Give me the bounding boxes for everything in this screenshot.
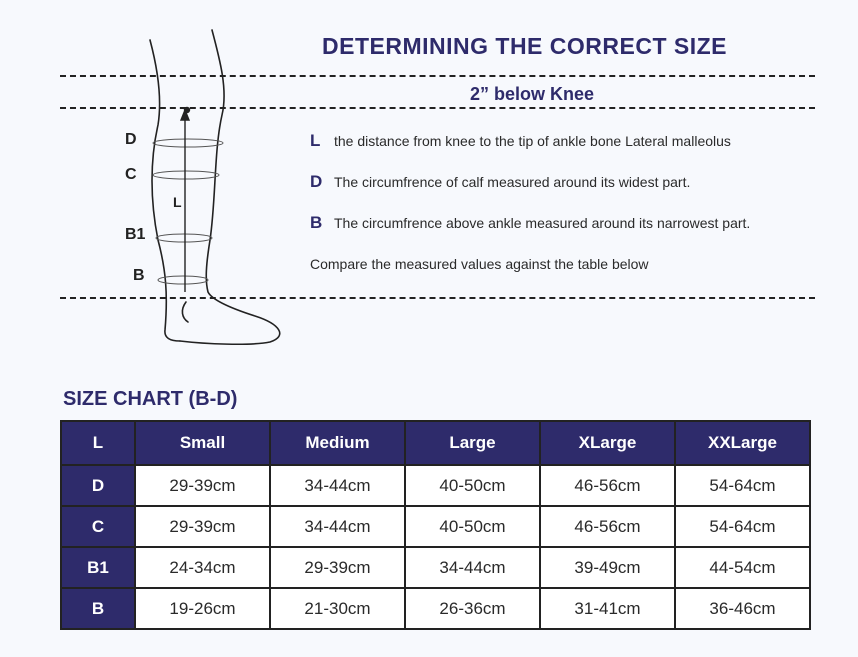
- table-cell: 40-50cm: [405, 506, 540, 547]
- column-header-small: Small: [135, 421, 270, 465]
- table-row: [61, 588, 810, 629]
- table-corner-cell: L: [61, 421, 135, 465]
- definition-key: L: [310, 131, 321, 150]
- row-header-B: B: [61, 588, 135, 629]
- measure-ring-C: [153, 171, 219, 179]
- knee-point: [185, 108, 190, 113]
- column-header-xxlarge: XXLarge: [675, 421, 810, 465]
- leg-letter-L: L: [173, 194, 182, 210]
- column-header-medium: Medium: [270, 421, 405, 465]
- leg-letter-B1: B1: [125, 226, 146, 243]
- heel-curve: [182, 302, 188, 322]
- definition-L: [310, 131, 731, 151]
- table-cell: 36-46cm: [675, 588, 810, 629]
- measure-ring-D: [153, 139, 223, 147]
- table-cell: 29-39cm: [135, 465, 270, 506]
- knee-label: 2” below Knee: [466, 84, 598, 105]
- table-row: [61, 506, 810, 547]
- definition-text: The circumfrence above ankle measured around its narrowest part.: [334, 215, 751, 231]
- definition-text: the distance from knee to the tip of ankle bone Lateral malleolus: [334, 133, 731, 149]
- size-chart-title: SIZE CHART (B-D): [63, 388, 238, 410]
- table-cell: 34-44cm: [270, 465, 405, 506]
- table-cell: 46-56cm: [540, 465, 675, 506]
- column-header-large: Large: [405, 421, 540, 465]
- page-title: DETERMINING THE CORRECT SIZE: [322, 33, 728, 59]
- table-cell: 21-30cm: [270, 588, 405, 629]
- table-row: [61, 547, 810, 588]
- row-header-D: D: [61, 465, 135, 506]
- table-cell: 26-36cm: [405, 588, 540, 629]
- row-header-B1: B1: [61, 547, 135, 588]
- table-cell: 40-50cm: [405, 465, 540, 506]
- row-header-C: C: [61, 506, 135, 547]
- table-cell: 31-41cm: [540, 588, 675, 629]
- table-header-row: [61, 421, 810, 465]
- table-cell: 34-44cm: [270, 506, 405, 547]
- leg-letter-B: B: [133, 267, 145, 284]
- size-chart-table: [60, 420, 811, 630]
- leg-front-outline: [180, 30, 280, 344]
- column-header-xlarge: XLarge: [540, 421, 675, 465]
- definition-D: [310, 172, 690, 192]
- table-cell: 44-54cm: [675, 547, 810, 588]
- table-cell: 29-39cm: [135, 506, 270, 547]
- table-cell: 19-26cm: [135, 588, 270, 629]
- table-cell: 54-64cm: [675, 465, 810, 506]
- table-cell: 46-56cm: [540, 506, 675, 547]
- table-cell: 54-64cm: [675, 506, 810, 547]
- definition-B: [310, 213, 750, 233]
- table-cell: 24-34cm: [135, 547, 270, 588]
- leg-illustration: [0, 0, 300, 360]
- leg-letter-D: D: [125, 131, 137, 148]
- measure-ring-B1: [156, 234, 212, 242]
- table-cell: 29-39cm: [270, 547, 405, 588]
- definition-text: The circumfrence of calf measured around its widest part.: [334, 174, 691, 190]
- table-row: [61, 465, 810, 506]
- leg-letter-C: C: [125, 166, 137, 183]
- definition-key: D: [310, 172, 323, 191]
- table-cell: 39-49cm: [540, 547, 675, 588]
- table-cell: 34-44cm: [405, 547, 540, 588]
- leg-back-outline: [150, 40, 180, 341]
- definition-key: B: [310, 213, 323, 232]
- compare-instruction: Compare the measured values against the table below: [310, 256, 649, 272]
